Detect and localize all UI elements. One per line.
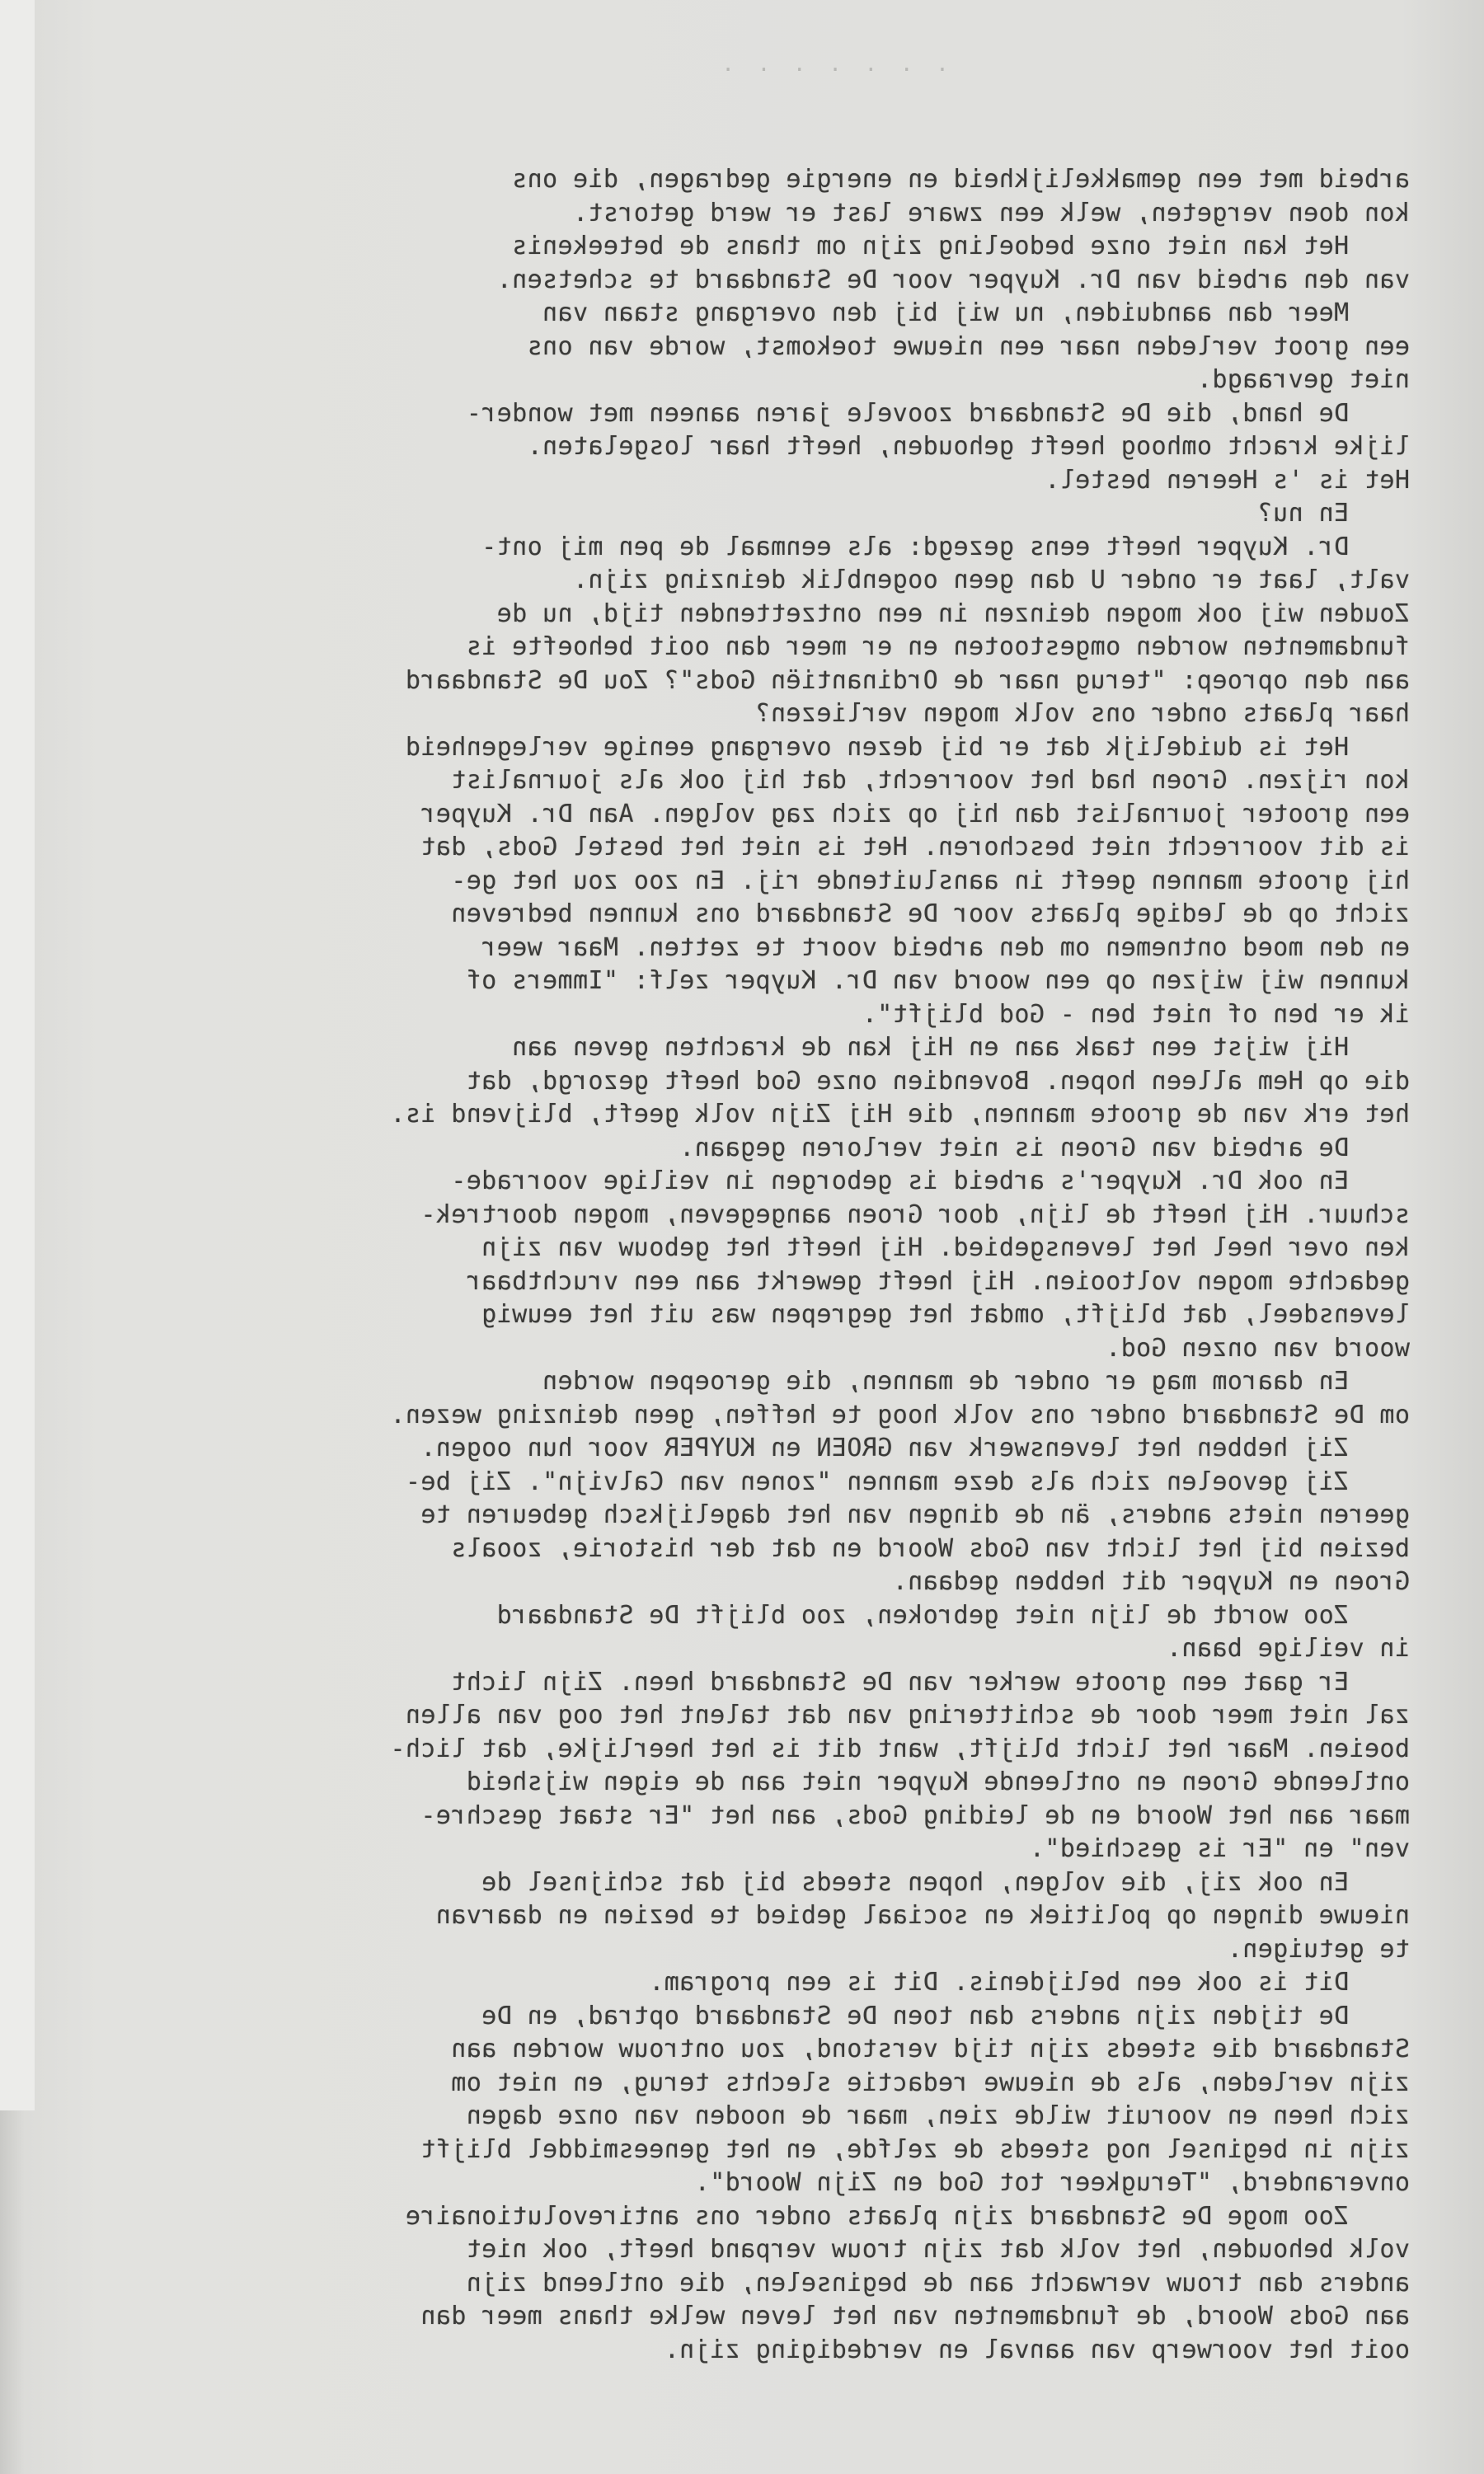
text-line: te getuigen.: [1227, 1934, 1410, 1964]
text-line: Het is duidelijk dat er bij dezen overgang eenige verlegenheid: [405, 732, 1410, 762]
text-line: Het kan niet onze bedoeling zijn om thans de beteekenis: [511, 232, 1410, 261]
text-line: ik er ben of niet ben - God blijft".: [862, 999, 1410, 1029]
text-line: De arbeid van Groen is niet verloren gegaan.: [679, 1133, 1410, 1162]
text-line: aan Gods Woord, de fundamenten van het leven welke thans meer dan: [420, 2302, 1410, 2331]
text-line: is dit voorrecht niet beschoren. Het is niet het bestel Gods, dat: [420, 833, 1410, 861]
text-line: De tijden zijn anders dan toen De Standaard optrad, en De: [481, 2001, 1410, 2030]
text-line: in veilige baan.: [1166, 1634, 1410, 1663]
text-line: En ook zij, die volgen, hopen steeds bij dat schijnsel de: [481, 1867, 1410, 1897]
text-line: van den arbeid van Dr. Kuyper voor De Standaard te schetsen.: [496, 265, 1410, 294]
header-mark: · · · · · · ·: [716, 58, 949, 82]
text-line: Het is 's Heeren bestel.: [1044, 465, 1410, 495]
text-line: Zij gevoelen zich als deze mannen "zonen van Calvijn". Zij be-: [405, 1467, 1410, 1496]
text-line: zicht op de ledige plaats voor De Standaard ons kunnen bedreven: [450, 899, 1410, 928]
mirrored-typewritten-text: [74, 163, 1410, 2367]
text-line: maar aan het Woord en de leiding Gods, aan het "Er staat geschre-: [420, 1800, 1410, 1830]
text-line: ontleende Groen en ontleende Kuyper niet aan de eigen wijsheid: [466, 1767, 1410, 1796]
text-line: ken over heel het levensgebied. Hij heeft het gebouw van zijn: [481, 1233, 1410, 1262]
text-line: aan den oproep: "terug naar de Ordinantiën Gods"? Zou De Standaard: [405, 665, 1410, 695]
text-line: En ook Dr. Kuyper's arbeid is geborgen in veilige voorrade-: [450, 1167, 1410, 1195]
text-line: gedachte mogen voltooien. Hij heeft gewerkt aan een vruchtbaar: [466, 1266, 1410, 1296]
text-line: schuur. Hij heeft de lijn, door Groen aangegeven, mogen doortrek-: [420, 1199, 1410, 1229]
text-line: levensdeel, dat blijft, omdat het gegrepen was uit het eeuwig: [481, 1300, 1410, 1329]
text-line: ven" en "Er is geschied".: [1029, 1834, 1410, 1863]
text-line: die op Hem alleen hopen. Bovendien onze God heeft gezorgd, dat: [466, 1066, 1410, 1096]
text-line: Zouden wij ook mogen deinzen in een ontzettenden tijd, nu de: [496, 599, 1410, 628]
text-line: Groen en Kuyper dit hebben gedaan.: [892, 1567, 1410, 1596]
text-line: zal niet meer door de schittering van dat talent het oog van allen: [405, 1701, 1410, 1730]
text-line: zijn verleden, als de nieuwe redactie slechts terug, en niet om: [450, 2068, 1410, 2097]
text-line: woord van onzen God.: [1105, 1333, 1410, 1363]
text-line: En daarom mag er onder de mannen, die geroepen worden: [542, 1367, 1410, 1396]
text-line: Dr. Kuyper heeft eens gezegd: als eenmaal de pen mij ont-: [481, 532, 1410, 561]
text-line: Hij wijst een taak aan en Hij kan de krachten geven aan: [511, 1033, 1410, 1062]
text-line: kon doen vergeten, welk een zware last er werd getorst.: [572, 198, 1410, 228]
text-line: anders dan trouw verwacht aan de beginselen, die ontleend zijn: [466, 2268, 1410, 2298]
text-line: Dit is ook een belijdenis. Dit is een program.: [648, 1968, 1410, 1997]
text-line: niet gevraagd.: [1196, 365, 1410, 394]
text-line: kon rijzen. Groen had het voorrecht, dat hij ook als journalist: [450, 766, 1410, 795]
text-line: geeren niets anders, än de dingen van het dagelijksch gebeuren te: [420, 1500, 1410, 1529]
text-line: lijke kracht omhoog heeft gehouden, heeft haar losgelaten.: [527, 432, 1410, 461]
text-line: onveranderd, "Terugkeer tot God en Zijn Woord".: [694, 2168, 1410, 2197]
text-line: Zij hebben het levenswerk van GROEN en KUYPER voor hun oogen.: [420, 1434, 1410, 1462]
text-line: haar plaats onder ons volk mogen verliezen?: [755, 699, 1410, 728]
text-line: Standaard die steeds zijn tijd verstond, zou ontrouw worden aan: [450, 2035, 1410, 2063]
text-line: zijn in beginsel nog steeds de zelfde, en het geneesmiddel blijft: [420, 2134, 1410, 2164]
text-line: om De Standaard onder ons volk hoog te heffen, geen deinzing wezen.: [390, 1400, 1410, 1429]
text-line: volk behouden, het volk dat zijn trouw verpand heeft, ook niet: [466, 2235, 1410, 2264]
text-line: Er gaat een groote werker van De Standaard heen. Zijn licht: [450, 1667, 1410, 1697]
text-line: fundamenten worden omgestooten en er meer dan ooit behoefte is: [466, 632, 1410, 661]
text-line: valt, laat er onder U dan geen oogenblik deinzing zijn.: [572, 566, 1410, 594]
text-line: en den moed ontnemen om den arbeid voort te zetten. Maar weer: [481, 932, 1410, 962]
text-line: De hand, die De Standaard zoovele jaren aaneen met wonder-: [466, 398, 1410, 428]
page-edge-strip: [0, 0, 35, 2110]
text-line: Zoo wordt de lijn niet gebroken, zoo blijft De Standaard: [496, 1600, 1410, 1630]
text-line: boeien. Maar het licht blijft, want dit is het heerlijke, dat lich-: [390, 1734, 1410, 1763]
text-line: hij groote mannen geeft in aansluitende rij. En zoo zou het ge-: [450, 866, 1410, 895]
text-line: Zoo moge De Standaard zijn plaats onder ons antirevolutionaire: [405, 2201, 1410, 2231]
text-line: ooit het voorwerp van aanval en verdediging zijn.: [664, 2335, 1410, 2364]
text-line: arbeid met een gemakkelijkheid en energie gedragen, die ons: [511, 165, 1410, 194]
text-line: Meer dan aanduiden, nu wij bij den overgang staan van: [542, 298, 1410, 327]
text-line: zich heen en vooruit wilde zien, maar de nooden van onze dagen: [466, 2101, 1410, 2130]
text-line: bezien bij het licht van Gods Woord en dat der historie, zooals: [450, 1533, 1410, 1563]
text-line: het erk van de groote mannen, die Hij Zijn volk geeft, blijvend is.: [390, 1100, 1410, 1129]
text-line: nieuwe dingen op politiek en sociaal gebied te bezien en daarvan: [435, 1901, 1410, 1930]
text-line: een groot verleden naar een nieuwe toekomst, worde van ons: [527, 331, 1410, 361]
text-line: kunnen wij wijzen op een woord van Dr. Kuyper zelf: "Immers of: [466, 966, 1410, 995]
text-line: En nu?: [1257, 499, 1410, 528]
text-line: een grooter journalist dan hij op zich zag volgen. Aan Dr. Kuyper: [420, 799, 1410, 829]
